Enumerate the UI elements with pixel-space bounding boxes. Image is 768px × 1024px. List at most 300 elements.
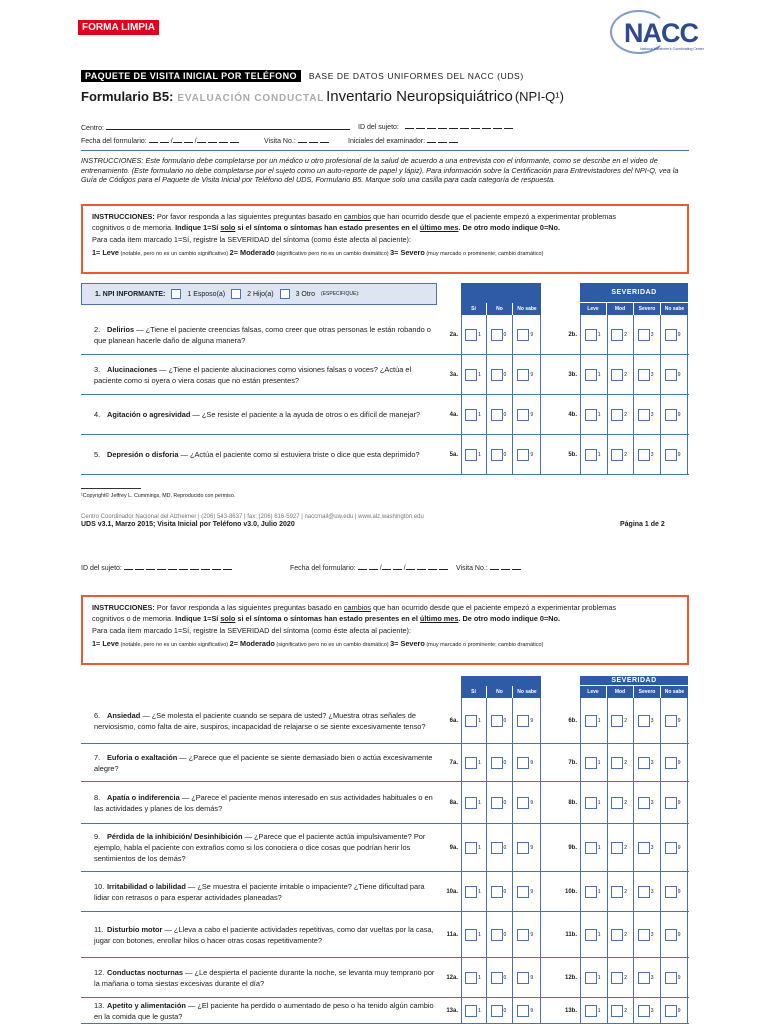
option-code: 9 — [530, 844, 534, 851]
informant-child-label: 2 Hijo(a) — [247, 290, 274, 298]
option-code: 2 — [624, 371, 628, 378]
option-code: 3 — [650, 1007, 654, 1014]
package-bar — [81, 70, 524, 82]
clean-form-badge: FORMA LIMPIA — [78, 20, 159, 35]
yes-checkbox[interactable] — [465, 449, 477, 461]
question-text: 6. Ansiedad — ¿Se molesta el paciente cuando se separa de usted? ¿Muestra otras señales de nerviosismo, como falta de aire, suspiros, incapacidad de relajarse o se siente excesivamente tenso? — [94, 710, 426, 731]
option-code: 1 — [478, 931, 481, 938]
option-code: 9 — [677, 331, 681, 338]
informant-specify-note: (ESPECIFIQUE): — [321, 291, 360, 297]
col-moderate: Mod — [607, 303, 634, 315]
severity-unknown-checkbox[interactable] — [665, 886, 677, 898]
option-code: 9 — [530, 717, 534, 724]
option-code: 1 — [597, 411, 601, 418]
mild-checkbox[interactable] — [585, 449, 597, 461]
no-checkbox[interactable] — [491, 972, 503, 984]
mild-checkbox[interactable] — [585, 409, 597, 421]
presence-item-label: 7a. — [449, 759, 458, 766]
form-abbrev: (NPI-Q¹) — [514, 89, 564, 104]
no-checkbox[interactable] — [491, 409, 503, 421]
option-code: 3 — [650, 717, 654, 724]
question-title: Conductas nocturnas — [107, 967, 183, 977]
subject-id-field — [358, 122, 515, 131]
moderate-checkbox[interactable] — [611, 886, 623, 898]
option-code: 2 — [624, 411, 628, 418]
severe-checkbox[interactable] — [638, 715, 650, 727]
question-title: Disturbio motor — [107, 924, 163, 934]
no-checkbox[interactable] — [491, 329, 503, 341]
unknown-checkbox[interactable] — [517, 409, 529, 421]
option-code: 1 — [478, 371, 481, 378]
question-row — [81, 435, 689, 475]
form-name: Inventario Neuropsiquiátrico — [326, 88, 513, 105]
col-no: No — [487, 303, 513, 315]
p2-col-unknown: No sabe — [517, 689, 537, 695]
yes-checkbox[interactable] — [465, 886, 477, 898]
moderate-checkbox[interactable] — [611, 715, 623, 727]
severity-item-label: 4b. — [568, 411, 577, 418]
option-code: 9 — [530, 451, 534, 458]
option-code: 3 — [650, 371, 654, 378]
severity-item-label: 6b. — [568, 717, 577, 724]
page-number: Página 1 de 2 — [620, 521, 665, 528]
question-body: — ¿Actúa el paciente como si estuviera triste o dice que esta deprimido? — [178, 450, 420, 459]
option-code: 1 — [597, 1007, 601, 1014]
question-text: 7. Euforia o exaltación — ¿Parece que el paciente se siente demasiado bien o actúa excesivamente alegre? — [94, 752, 433, 773]
question-text: 4. Agitación o agresividad — ¿Se resiste el paciente a la ayuda de otros o es difícil de manejar? — [94, 410, 421, 419]
severe-checkbox[interactable] — [638, 929, 650, 941]
presence-item-label: 12a. — [446, 974, 458, 981]
p2-form-date-field — [290, 563, 450, 572]
package-label: PAQUETE DE VISITA INICIAL POR TELÉFONO — [81, 70, 301, 82]
p2-form-date-label: Fecha del formulario: — [290, 565, 356, 572]
p2-col-yes: Sí — [461, 686, 487, 698]
form-code: Formulario B5: — [81, 89, 174, 104]
question-row — [81, 395, 689, 435]
subject-id-label: ID del sujeto: — [358, 124, 399, 131]
question-row — [81, 744, 689, 782]
question-title: Delirios — [107, 324, 135, 334]
moderate-checkbox[interactable] — [611, 797, 623, 809]
severity-item-label: 5b. — [568, 451, 577, 458]
option-code: 0 — [503, 411, 507, 418]
mild-checkbox[interactable] — [585, 1005, 597, 1017]
option-code: 1 — [478, 411, 481, 418]
presence-item-label: 3a. — [449, 371, 458, 378]
form-title — [81, 88, 564, 105]
p2-subject-id-label: ID del sujeto: — [81, 565, 122, 572]
option-code: 1 — [478, 717, 481, 724]
p2-col-moderate: Mod — [607, 686, 634, 698]
unknown-checkbox[interactable] — [517, 757, 529, 769]
presence-item-label: 8a. — [449, 799, 458, 806]
question-row — [81, 315, 689, 355]
option-code: 9 — [677, 844, 681, 851]
yes-checkbox[interactable] — [465, 929, 477, 941]
question-text: 9. Pérdida de la inhibición/ Desinhibición — ¿Parece que el paciente actúa impulsivamente? Por ejemplo, habla el paciente con extraños como si los conociera o dice cosas que podrían herir los sentimientos de los demás? — [94, 832, 426, 863]
form-date-label: Fecha del formulario: — [81, 138, 147, 145]
col-unknown: No sabe — [517, 306, 537, 312]
informant-box — [81, 283, 437, 305]
mild-checkbox[interactable] — [585, 369, 597, 381]
visit-no-field — [264, 136, 331, 145]
unknown-checkbox[interactable] — [517, 886, 529, 898]
question-row — [81, 998, 689, 1024]
p2-col-sev-unknown: No sabe — [664, 689, 685, 695]
question-title: Ansiedad — [107, 710, 141, 720]
mild-checkbox[interactable] — [585, 797, 597, 809]
no-checkbox[interactable] — [491, 929, 503, 941]
p2-col-severe: Severo — [634, 686, 661, 698]
mild-checkbox[interactable] — [585, 715, 597, 727]
no-checkbox[interactable] — [491, 715, 503, 727]
p2-subject-id-input[interactable] — [124, 565, 234, 572]
option-code: 0 — [503, 331, 507, 338]
no-checkbox[interactable] — [491, 842, 503, 854]
severity-header — [580, 283, 688, 315]
question-title: Euforia o exaltación — [107, 752, 178, 762]
database-label: BASE DE DATOS UNIFORMES DEL NACC (UDS) — [308, 71, 524, 81]
severe-checkbox[interactable] — [638, 797, 650, 809]
option-code: 3 — [650, 451, 654, 458]
informant-other-checkbox[interactable] — [280, 289, 290, 299]
severity-unknown-checkbox[interactable] — [665, 369, 677, 381]
visit-no-input[interactable] — [298, 138, 331, 145]
option-code: 9 — [530, 331, 534, 338]
unknown-checkbox[interactable] — [517, 329, 529, 341]
question-body: — ¿Se muestra el paciente irritable o impaciente? ¿Tiene dificultad para lidiar con retrasos o para esperar actividades planeadas? — [94, 881, 425, 902]
option-code: 2 — [624, 1007, 628, 1014]
p2-visit-no-label: Visita No.: — [456, 565, 488, 572]
yes-checkbox[interactable] — [465, 369, 477, 381]
presence-item-label: 6a. — [449, 717, 458, 724]
question-title: Apetito y alimentación — [107, 1000, 186, 1010]
mild-checkbox[interactable] — [585, 929, 597, 941]
severe-checkbox[interactable] — [638, 886, 650, 898]
examiner-label: Iniciales del examinador: — [348, 138, 426, 145]
option-code: 3 — [650, 799, 654, 806]
question-title: Pérdida de la inhibición/ Desinhibición — [107, 832, 243, 841]
moderate-checkbox[interactable] — [611, 369, 623, 381]
presence-item-label: 9a. — [449, 844, 458, 851]
unknown-checkbox[interactable] — [517, 842, 529, 854]
moderate-checkbox[interactable] — [611, 449, 623, 461]
option-code: 9 — [677, 974, 681, 981]
severe-checkbox[interactable] — [638, 409, 650, 421]
question-title: Alucinaciones — [107, 364, 158, 374]
visit-no-label: Visita No.: — [264, 138, 296, 145]
severe-checkbox[interactable] — [638, 329, 650, 341]
question-body: — ¿Parece el paciente menos interesado en sus actividades habituales o en las actividades y planes de los demás? — [94, 792, 433, 813]
no-checkbox[interactable] — [491, 449, 503, 461]
form-date-field — [81, 136, 241, 145]
option-code: 3 — [650, 844, 654, 851]
severity-item-label: 2b. — [568, 331, 577, 338]
yes-checkbox[interactable] — [465, 409, 477, 421]
subject-id-input[interactable] — [405, 124, 515, 131]
option-code: 1 — [478, 1007, 481, 1014]
option-code: 0 — [503, 844, 507, 851]
severity-item-label: 9b. — [568, 844, 577, 851]
severity-unknown-checkbox[interactable] — [665, 1005, 677, 1017]
question-text: 11. Disturbio motor — ¿Lleva a cabo el paciente actividades repetitivas, como dar vueltas por la casa, jugar con botones, enrollar hilos o hacer otras cosas repetitivamente? — [94, 924, 434, 945]
moderate-checkbox[interactable] — [611, 842, 623, 854]
question-row — [81, 872, 689, 912]
severity-unknown-checkbox[interactable] — [665, 409, 677, 421]
copyright-note: ¹Copyright© Jeffrey L. Cummings, MD. Reproducido con permiso. — [81, 493, 236, 499]
severity-item-label: 7b. — [568, 759, 577, 766]
question-row — [81, 958, 689, 998]
severity-item-label: 13b. — [564, 1007, 577, 1014]
no-checkbox[interactable] — [491, 757, 503, 769]
severity-item-label: 8b. — [568, 799, 577, 806]
option-code: 9 — [677, 759, 681, 766]
p2-col-mild: Leve — [580, 686, 607, 698]
option-code: 9 — [677, 799, 681, 806]
option-code: 1 — [478, 888, 481, 895]
center-label: Centro: — [81, 125, 104, 132]
p2-severity-title: SEVERIDAD — [580, 676, 688, 686]
option-code: 9 — [677, 451, 681, 458]
option-code: 9 — [530, 974, 534, 981]
option-code: 1 — [478, 799, 481, 806]
question-body: — ¿Se molesta el paciente cuando se separa de usted? ¿Muestra otras señales de nerviosismo, como falta de aire, suspiros, incapacidad de relajarse o se siente excesivamente tenso? — [94, 710, 426, 731]
instructions-box: INSTRUCCIONES: Por favor responda a las siguientes preguntas basado en cambios que han ocurrido desde que el paciente empezó a experimentar problemas cognitivos o de memoria. Indique 1=Sí solo si el síntoma o síntomas han estado presentes en el último mes. De otro modo indique 0=No. Para cada ítem marcado 1=Sí, registre la SEVERIDAD del síntoma (como éste afecta al paciente): 1= Leve (notable, pero no es un cambio significativo) 2= Moderado (significativo pero no es un cambio dramático) 3= Severo (muy marcado o prominente; cambio dramático) — [81, 204, 689, 274]
option-code: 2 — [624, 451, 628, 458]
moderate-checkbox[interactable] — [611, 972, 623, 984]
informant-spouse-checkbox[interactable] — [171, 289, 181, 299]
option-code: 2 — [624, 717, 628, 724]
option-code: 3 — [650, 931, 654, 938]
question-body: — ¿Se resiste el paciente a la ayuda de otros o es difícil de manejar? — [190, 410, 421, 419]
option-code: 1 — [597, 371, 601, 378]
question-text: 3. Alucinaciones — ¿Tiene el paciente alucinaciones como visiones falsas o voces? ¿Actúa el paciente como si oyera o viera cosas que no están presentes? — [94, 364, 412, 385]
question-row — [81, 824, 689, 872]
question-text: 5. Depresión o disforia — ¿Actúa el paciente como si estuviera triste o dice que esta deprimido? — [94, 450, 420, 459]
question-body: — ¿Parece que el paciente se siente demasiado bien o actúa excesivamente alegre? — [94, 752, 433, 773]
severe-checkbox[interactable] — [638, 757, 650, 769]
no-checkbox[interactable] — [491, 1005, 503, 1017]
mild-checkbox[interactable] — [585, 329, 597, 341]
yes-no-header — [461, 283, 541, 315]
option-code: 9 — [677, 931, 681, 938]
nacc-logo — [610, 10, 704, 56]
p2-visit-no-field — [456, 563, 523, 572]
option-code: 0 — [503, 371, 507, 378]
informant-label: 1. NPI INFORMANTE: — [95, 290, 166, 298]
option-code: 1 — [478, 974, 481, 981]
moderate-checkbox[interactable] — [611, 757, 623, 769]
option-code: 0 — [503, 717, 507, 724]
option-code: 0 — [503, 888, 507, 895]
question-title: Apatía o indiferencia — [107, 792, 180, 802]
presence-item-label: 4a. — [449, 411, 458, 418]
severity-unknown-checkbox[interactable] — [665, 929, 677, 941]
severity-item-label: 11b. — [565, 931, 577, 938]
mild-checkbox[interactable] — [585, 886, 597, 898]
option-code: 9 — [530, 759, 534, 766]
unknown-checkbox[interactable] — [517, 797, 529, 809]
informant-other-label: 3 Otro — [295, 290, 316, 298]
no-checkbox[interactable] — [491, 886, 503, 898]
option-code: 0 — [503, 451, 507, 458]
p2-yes-no-header — [461, 676, 541, 698]
option-code: 2 — [624, 844, 628, 851]
header-rule — [81, 150, 689, 151]
moderate-checkbox[interactable] — [611, 929, 623, 941]
severity-unknown-checkbox[interactable] — [665, 449, 677, 461]
option-code: 1 — [597, 931, 601, 938]
severe-checkbox[interactable] — [638, 972, 650, 984]
severity-item-label: 10b. — [564, 888, 577, 895]
yes-checkbox[interactable] — [465, 329, 477, 341]
yes-checkbox[interactable] — [465, 972, 477, 984]
presence-item-label: 2a. — [449, 331, 458, 338]
option-code: 9 — [677, 888, 681, 895]
option-code: 3 — [650, 411, 654, 418]
yes-checkbox[interactable] — [465, 757, 477, 769]
option-code: 3 — [650, 888, 654, 895]
logo-wordmark: NACC — [624, 18, 698, 48]
option-code: 9 — [530, 799, 534, 806]
moderate-checkbox[interactable] — [611, 1005, 623, 1017]
option-code: 1 — [478, 759, 481, 766]
yes-checkbox[interactable] — [465, 842, 477, 854]
footnote-rule — [81, 488, 141, 489]
option-code: 2 — [624, 888, 628, 895]
severity-unknown-checkbox[interactable] — [665, 715, 677, 727]
option-code: 9 — [530, 888, 534, 895]
unknown-checkbox[interactable] — [517, 1005, 529, 1017]
presence-item-label: 11a. — [446, 931, 458, 938]
no-checkbox[interactable] — [491, 797, 503, 809]
presence-item-label: 5a. — [449, 451, 458, 458]
p2-instructions-box: INSTRUCCIONES: Por favor responda a las siguientes preguntas basado en cambios que han ocurrido desde que el paciente empezó a experimentar problemas cognitivos o de memoria. Indique 1=Sí solo si el síntoma o síntomas han estado presentes en el último mes. De otro modo indique 0=No. Para cada ítem marcado 1=Sí, registre la SEVERIDAD del síntoma (como éste afecta al paciente): 1= Leve (notable, pero no es un cambio significativo) 2= Moderado (significativo pero no es un cambio dramático) 3= Severo (muy marcado o prominente; cambio dramático) — [81, 595, 689, 665]
option-code: 0 — [503, 931, 507, 938]
unknown-checkbox[interactable] — [517, 449, 529, 461]
option-code: 9 — [530, 931, 534, 938]
question-text: 10. Irritabilidad o labilidad — ¿Se muestra el paciente irritable o impaciente? ¿Tiene dificultad para lidiar con retrasos o para esperar actividades planeadas? — [94, 881, 425, 902]
option-code: 1 — [597, 717, 601, 724]
moderate-checkbox[interactable] — [611, 409, 623, 421]
option-code: 2 — [624, 799, 628, 806]
form-eval: EVALUACIÓN CONDUCTAL — [177, 93, 325, 104]
yes-checkbox[interactable] — [465, 797, 477, 809]
unknown-checkbox[interactable] — [517, 715, 529, 727]
option-code: 2 — [624, 759, 628, 766]
mild-checkbox[interactable] — [585, 972, 597, 984]
question-body: — ¿Lleva a cabo el paciente actividades repetitivas, como dar vueltas por la casa, jugar con botones, enrollar hilos o hacer otras cosas repetitivamente? — [94, 924, 434, 945]
logo-subtitle: National Alzheimer's Coordinating Center — [640, 47, 704, 51]
question-title: Irritabilidad o labilidad — [107, 881, 186, 891]
col-mild: Leve — [580, 303, 607, 315]
question-row — [81, 698, 689, 744]
severity-item-label: 12b. — [564, 974, 577, 981]
option-code: 1 — [597, 759, 601, 766]
severe-checkbox[interactable] — [638, 1005, 650, 1017]
option-code: 3 — [650, 759, 654, 766]
unknown-checkbox[interactable] — [517, 369, 529, 381]
severe-checkbox[interactable] — [638, 842, 650, 854]
severe-checkbox[interactable] — [638, 449, 650, 461]
informant-spouse-label: 1 Esposo(a) — [187, 290, 226, 298]
question-body: — ¿Le despierta el paciente durante la noche, se levanta muy temprano por la mañana o toma siestas excesivas durante el día? — [94, 967, 435, 988]
yes-checkbox[interactable] — [465, 1005, 477, 1017]
unknown-checkbox[interactable] — [517, 929, 529, 941]
option-code: 1 — [597, 331, 601, 338]
severity-unknown-checkbox[interactable] — [665, 329, 677, 341]
center-field — [81, 122, 350, 132]
mild-checkbox[interactable] — [585, 842, 597, 854]
question-row — [81, 782, 689, 824]
option-code: 1 — [478, 451, 481, 458]
question-row — [81, 912, 689, 958]
p2-col-no: No — [487, 686, 513, 698]
moderate-checkbox[interactable] — [611, 329, 623, 341]
option-code: 9 — [677, 1007, 681, 1014]
option-code: 1 — [597, 799, 601, 806]
severity-title: SEVERIDAD — [580, 283, 688, 303]
question-body: — ¿El paciente ha perdido o aumentado de peso o ha tenido algún cambio en la comida que le gusta? — [94, 1000, 434, 1021]
general-instructions: INSTRUCCIONES: Este formulario debe completarse por un médico u otro profesional de la salud de acuerdo a una entrevista con el informante, como se describe en el video de entrenamiento. (Este formulario no debe completarse por el sujeto como un auto-reporte de papel y lápiz). Para información sobre la Certificación para Entrevistadores del NPI-Q, vea la Guía de Códigos para el Paquete de Visita Inicial por Teléfono del UDS, Formulario B5. Marque solo una casilla para cada categoría de respuesta. — [81, 156, 679, 185]
col-sev-unknown: No sabe — [664, 306, 685, 312]
mild-checkbox[interactable] — [585, 757, 597, 769]
yes-checkbox[interactable] — [465, 715, 477, 727]
p2-visit-no-input[interactable] — [490, 565, 523, 572]
option-code: 9 — [677, 371, 681, 378]
option-code: 1 — [597, 974, 601, 981]
option-code: 9 — [530, 1007, 534, 1014]
question-row — [81, 355, 689, 395]
center-contact: Centro Coordinador Nacional del Alzheimer | (206) 543-8637 | fax: (206) 616-5927 | naccmail@uw.edu | www.alz.washington.edu — [81, 514, 424, 520]
presence-item-label: 10a. — [446, 888, 458, 895]
option-code: 0 — [503, 1007, 507, 1014]
center-input[interactable] — [106, 122, 350, 130]
question-text: 13. Apetito y alimentación — ¿El paciente ha perdido o aumentado de peso o ha tenido algún cambio en la comida que le gusta? — [94, 1000, 434, 1021]
option-code: 2 — [624, 931, 628, 938]
question-body: — ¿Parece que el paciente actúa impulsivamente? Por ejemplo, habla el paciente con extraños como si los conociera o dice cosas que podrían herir los sentimientos de los demás? — [94, 832, 426, 863]
severity-item-label: 3b. — [568, 371, 577, 378]
option-code: 9 — [530, 411, 534, 418]
severity-unknown-checkbox[interactable] — [665, 757, 677, 769]
examiner-field — [348, 136, 460, 145]
p2-severity-header — [580, 676, 688, 698]
question-title: Depresión o disforia — [107, 450, 179, 459]
option-code: 3 — [650, 331, 654, 338]
option-code: 1 — [597, 844, 601, 851]
option-code: 9 — [677, 411, 681, 418]
option-code: 2 — [624, 974, 628, 981]
unknown-checkbox[interactable] — [517, 972, 529, 984]
option-code: 1 — [597, 888, 601, 895]
informant-child-checkbox[interactable] — [231, 289, 241, 299]
option-code: 2 — [624, 331, 628, 338]
option-code: 1 — [478, 331, 481, 338]
p2-form-date-input[interactable]: / / — [358, 565, 450, 572]
examiner-input[interactable] — [427, 138, 460, 145]
no-checkbox[interactable] — [491, 369, 503, 381]
question-text: 8. Apatía o indiferencia — ¿Parece el paciente menos interesado en sus actividades habituales o en las actividades y planes de los demás? — [94, 792, 433, 813]
severe-checkbox[interactable] — [638, 369, 650, 381]
form-date-input[interactable]: / / — [149, 138, 241, 145]
col-yes: Sí — [461, 303, 487, 315]
col-severe: Severo — [634, 303, 661, 315]
severity-unknown-checkbox[interactable] — [665, 842, 677, 854]
presence-item-label: 13a. — [446, 1007, 458, 1014]
option-code: 1 — [597, 451, 601, 458]
severity-unknown-checkbox[interactable] — [665, 797, 677, 809]
severity-unknown-checkbox[interactable] — [665, 972, 677, 984]
